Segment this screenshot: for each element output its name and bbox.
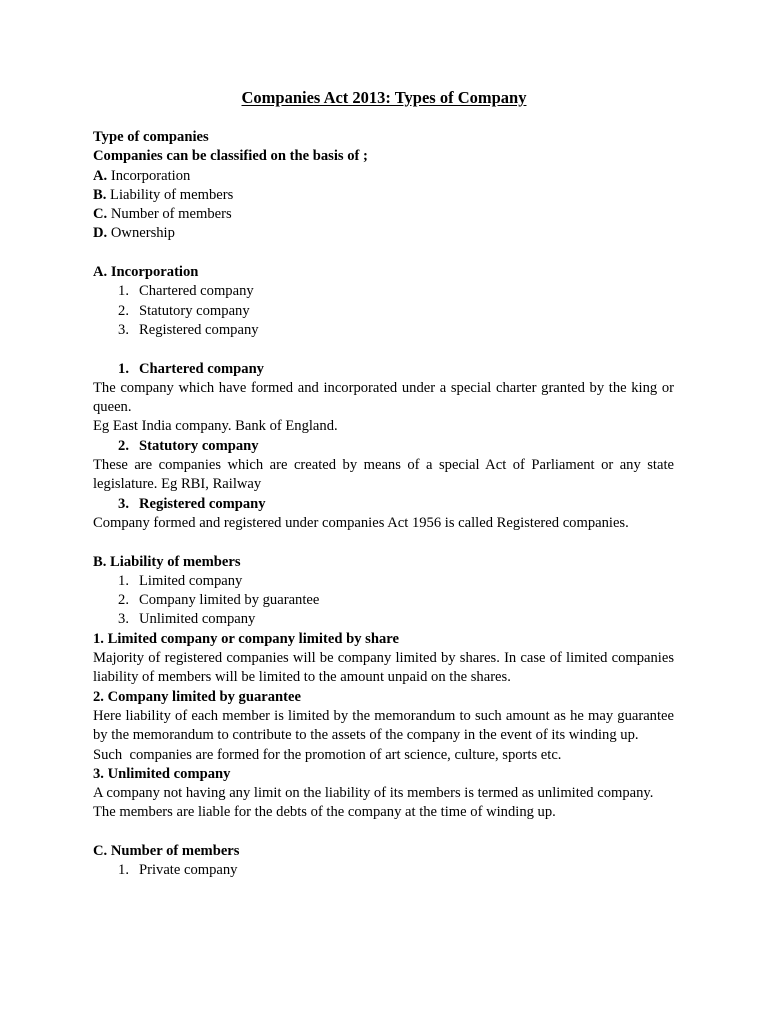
document-title: Companies Act 2013: Types of Company — [241, 88, 527, 107]
section-b-heading: B. Liability of members — [93, 553, 241, 570]
list-item: 2. Statutory company — [118, 302, 250, 319]
chartered-example: Eg East India company. Bank of England. — [93, 418, 338, 435]
limited-heading: 1. Limited company or company limited by share — [93, 630, 399, 647]
statutory-heading: 2. Statutory company — [118, 437, 259, 454]
list-item: 1. Chartered company — [118, 283, 254, 300]
unlimited-heading: 3. Unlimited company — [93, 765, 231, 782]
chartered-text: The company which have formed and incorporated under a special charter granted by the king or queen. — [93, 379, 674, 416]
unlimited-text-2: The members are liable for the debts of the company at the time of winding up. — [93, 804, 556, 821]
list-item: 1. Private company — [118, 862, 238, 879]
list-item: 2. Company limited by guarantee — [118, 592, 320, 609]
statutory-text: These are companies which are created by means of a special Act of Parliament or any state legislature. Eg RBI, Railway — [93, 457, 674, 493]
limited-text: Majority of registered companies will be company limited by shares. In case of limited companies liability of members will be limited to the amount unpaid on the shares. — [93, 650, 674, 686]
list-item: 3. Registered company — [118, 321, 259, 338]
section-a-heading: A. Incorporation — [93, 264, 199, 281]
list-item: 3. Unlimited company — [118, 611, 256, 628]
unlimited-text: A company not having any limit on the liability of its members is termed as unlimited company. — [93, 785, 654, 802]
list-item: 1. Limited company — [118, 572, 243, 589]
basis-item: C. Number of members — [93, 206, 232, 223]
guarantee-text: Here liability of each member is limited by the memorandum to such amount as he may guarantee by the memorandum to contribute to the assets of the company in the event of its winding up. — [93, 707, 674, 744]
basis-item: D. Ownership — [93, 225, 175, 242]
basis-item: B. Liability of members — [93, 186, 234, 203]
guarantee-text-2: Such companies are formed for the promotion of art science, culture, sports etc. — [93, 746, 562, 763]
basis-item: A. Incorporation — [93, 167, 191, 184]
chartered-heading: 1. Chartered company — [118, 360, 264, 377]
section-c-heading: C. Number of members — [93, 842, 240, 859]
registered-text: Company formed and registered under companies Act 1956 is called Registered companies. — [93, 514, 629, 531]
document-body — [93, 128, 674, 881]
guarantee-heading: 2. Company limited by guarantee — [93, 688, 301, 705]
intro-subheading: Companies can be classified on the basis of ; — [93, 148, 368, 165]
intro-heading: Type of companies — [93, 129, 209, 145]
registered-heading: 3. Registered company — [118, 495, 266, 512]
